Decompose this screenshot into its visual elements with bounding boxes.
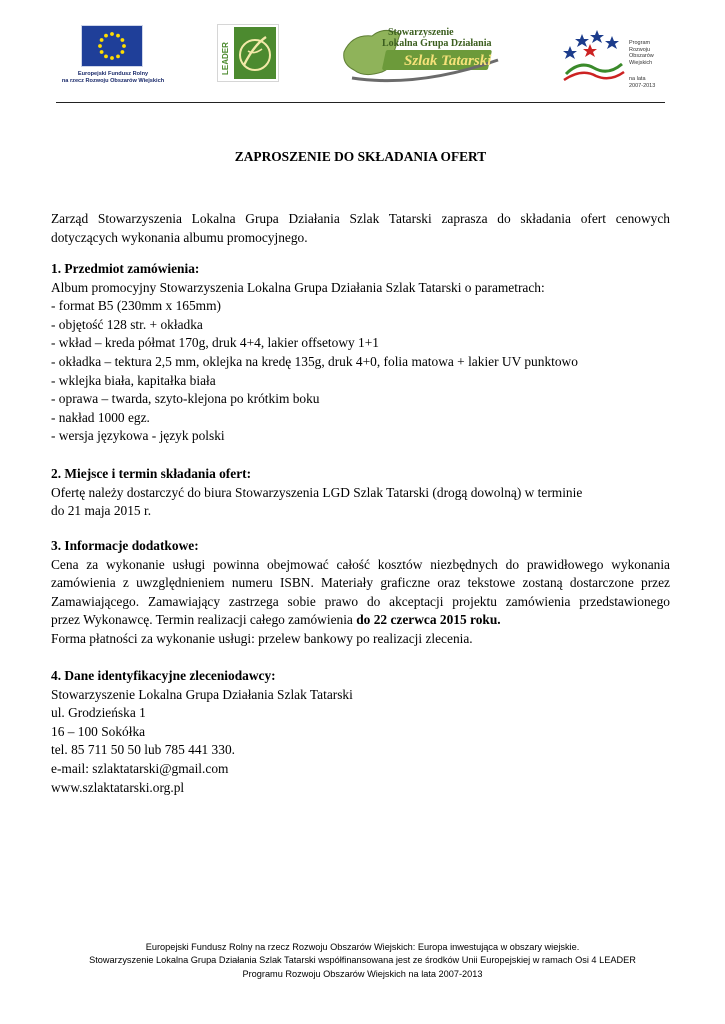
logo-header	[0, 0, 725, 100]
list-item: - nakład 1000 egz.	[51, 409, 150, 425]
section-1	[51, 260, 670, 446]
eu-flag-icon	[81, 25, 143, 67]
intro-line1: Zarząd Stowarzyszenia Lokalna Grupa Działania Szlak Tatarski zaprasza do składania ofert cenowych	[51, 211, 670, 226]
list-item: - wklejka biała, kapitałka biała	[51, 372, 216, 388]
section-2	[51, 465, 670, 521]
eu-logo	[58, 22, 168, 90]
list-item: - wersja językowa - język polski	[51, 428, 225, 444]
section-3-line5: Forma płatności za wykonanie usługi: przelew bankowy po realizacji zlecenia.	[51, 630, 473, 646]
section-3-line3: Zamawiającego. Zamawiający zastrzega sobie prawo do akceptacji projektu zamówienia przedstawionego	[51, 593, 670, 609]
prow-caption-years: na lata 2007-2013	[629, 76, 656, 89]
section-4-heading: 4. Dane identyfikacyjne zleceniodawcy:	[51, 668, 276, 683]
section-1-lead: Album promocyjny Stowarzyszenia Lokalna Grupa Działania Szlak Tatarski o parametrach:	[51, 279, 545, 295]
list-item: - wkład – kreda półmat 170g, druk 4+4, lakier offsetowy 1+1	[51, 335, 379, 351]
section-2-heading: 2. Miejsce i termin składania ofert:	[51, 466, 252, 481]
header-divider	[56, 102, 665, 103]
intro-line2: dotyczących wykonania albumu promocyjnego.	[51, 229, 308, 245]
section-2-line2: do 21 maja 2015 r.	[51, 503, 152, 519]
document-title: ZAPROSZENIE DO SKŁADANIA OFERT	[234, 149, 487, 164]
lgd-szlak-tatarski-logo	[338, 22, 508, 88]
contact-website: www.szlaktatarski.org.pl	[51, 779, 185, 795]
contact-line: ul. Grodzieńska 1	[51, 705, 146, 721]
list-item: - oprawa – twarda, szyto-klejona po krótkim boku	[51, 391, 320, 407]
prow-caption-line3: Obszarów	[629, 53, 654, 59]
eu-caption-line2: na rzecz Rozwoju Obszarów Wiejskich	[61, 78, 165, 84]
leader-logo-text: LEADER	[221, 42, 230, 75]
contact-email: e-mail: szlaktatarski@gmail.com	[51, 760, 229, 776]
prow-logo-caption	[629, 40, 660, 89]
leader-logo	[217, 24, 279, 82]
prow-stars-icon	[563, 30, 619, 59]
contact-line: 16 – 100 Sokółka	[51, 723, 146, 739]
eu-stars	[98, 32, 126, 60]
section-2-line1: Ofertę należy dostarczyć do biura Stowarzyszenia LGD Szlak Tatarski (drogą dowolną) w terminie	[51, 484, 583, 500]
list-item: - objętość 128 str. + okładka	[51, 316, 203, 332]
section-3-line4-text: przez Wykonawcę. Termin realizacji całego zamówienia	[51, 612, 357, 628]
contact-phone: tel. 85 711 50 50 lub 785 441 330.	[51, 742, 235, 758]
lgd-logo-line1: Stowarzyszenie	[388, 27, 454, 38]
footer-line2: Stowarzyszenie Lokalna Grupa Działania Szlak Tatarski współfinansowana jest ze środków Unii Europejskiej w ramach Osi 4 LEADER	[89, 955, 636, 966]
prow-caption-line2: Rozwoju	[629, 46, 651, 53]
section-1-heading: 1. Przedmiot zamówienia:	[51, 261, 200, 276]
list-item: - format B5 (230mm x 165mm)	[51, 298, 221, 314]
intro-paragraph	[51, 210, 670, 247]
section-3-line4	[51, 611, 670, 630]
section-3-heading: 3. Informacje dodatkowe:	[51, 538, 199, 553]
lgd-logo-name: Szlak Tatarski	[404, 53, 492, 69]
section-3-line2: zamówienia z uwzględnieniem numeru ISBN. Materiały graficzne oraz tekstowe zostaną dostarczone przez	[51, 575, 670, 591]
page-footer	[0, 941, 725, 981]
section-3-line1: Cena za wykonanie usługi powinna obejmować całość kosztów niezbędnych do prawidłowego wykonania	[51, 556, 670, 572]
eu-caption-line1: Europejski Fundusz Rolny	[77, 71, 149, 77]
lgd-logo-line2: Lokalna Grupa Działania	[382, 38, 492, 49]
list-item: - okładka – tektura 2,5 mm, oklejka na kredę 135g, druk 4+0, folia matowa + lakier UV punktowo	[51, 353, 578, 369]
deadline-date: do 22 czerwca 2015 roku.	[356, 612, 501, 628]
footer-line1: Europejski Fundusz Rolny na rzecz Rozwoju Obszarów Wiejskich: Europa inwestująca w obszary wiejskie.	[145, 942, 580, 952]
prow-caption-line4: Wiejskich	[629, 59, 653, 66]
eu-logo-caption	[58, 71, 168, 85]
contact-line: Stowarzyszenie Lokalna Grupa Działania Szlak Tatarski	[51, 686, 353, 702]
prow-logo	[560, 24, 660, 89]
section-3	[51, 537, 670, 649]
prow-caption-line1: Program	[629, 40, 651, 46]
section-4	[51, 667, 670, 797]
footer-line3: Programu Rozwoju Obszarów Wiejskich na lata 2007-2013	[242, 968, 483, 979]
